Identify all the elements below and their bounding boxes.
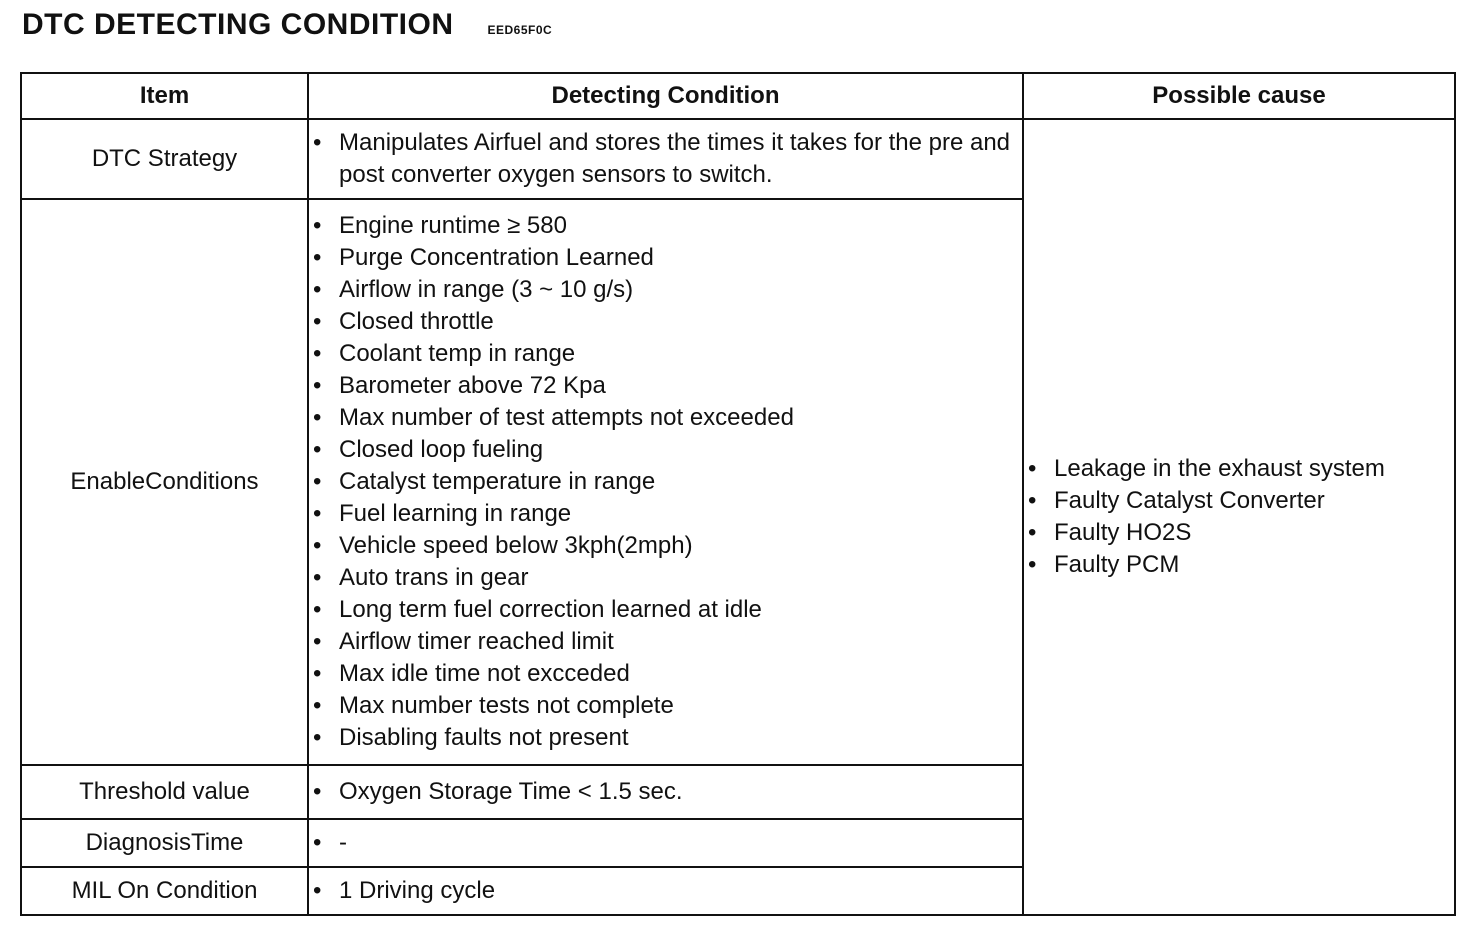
- condition-list: [309, 776, 1022, 808]
- column-header-possible-cause: Possible cause: [1023, 73, 1455, 119]
- list-item-text: Auto trans in gear: [339, 564, 529, 591]
- possible-cause-list: [1024, 453, 1454, 581]
- list-item: [1024, 517, 1454, 549]
- bullet-icon: •: [1028, 551, 1037, 578]
- bullet-icon: •: [313, 660, 322, 687]
- bullet-icon: •: [313, 628, 322, 655]
- list-item: [309, 274, 1022, 306]
- bullet-icon: •: [313, 829, 322, 856]
- row-item-label: Threshold value: [21, 765, 308, 819]
- list-item-text: Vehicle speed below 3kph(2mph): [339, 532, 693, 559]
- list-item: [309, 658, 1022, 690]
- list-item: [309, 827, 1022, 859]
- list-item-text: Faulty Catalyst Converter: [1054, 487, 1325, 514]
- bullet-icon: •: [313, 778, 322, 805]
- list-item: [309, 776, 1022, 808]
- column-header-detecting-condition: Detecting Condition: [308, 73, 1023, 119]
- bullet-icon: •: [313, 404, 322, 431]
- list-item: [309, 498, 1022, 530]
- list-item-text: Catalyst temperature in range: [339, 468, 656, 495]
- list-item: [309, 210, 1022, 242]
- list-item-text: Max number tests not complete: [339, 692, 674, 719]
- row-item-label: EnableConditions: [21, 199, 308, 765]
- bullet-icon: •: [313, 129, 322, 156]
- bullet-icon: •: [1028, 487, 1037, 514]
- condition-list: [309, 875, 1022, 907]
- bullet-icon: •: [313, 276, 322, 303]
- list-item: [309, 722, 1022, 754]
- list-item-text: 1 Driving cycle: [339, 877, 496, 904]
- column-header-item: Item: [21, 73, 308, 119]
- condition-cell: [308, 819, 1023, 867]
- row-item-label: DTC Strategy: [21, 119, 308, 199]
- list-item: [309, 530, 1022, 562]
- list-item-text: Leakage in the exhaust system: [1054, 455, 1385, 482]
- bullet-icon: •: [313, 500, 322, 527]
- bullet-icon: •: [1028, 519, 1037, 546]
- condition-list: [309, 210, 1022, 754]
- page-title: DTC DETECTING CONDITION: [22, 8, 454, 41]
- list-item-text: Faulty PCM: [1054, 551, 1180, 578]
- bullet-icon: •: [313, 340, 322, 367]
- condition-list: [309, 127, 1022, 191]
- list-item-text: Closed throttle: [339, 308, 494, 335]
- list-item: [1024, 549, 1454, 581]
- list-item-text: Closed loop fueling: [339, 436, 544, 463]
- list-item-text: Long term fuel correction learned at idle: [339, 596, 762, 623]
- table-header-row: [21, 73, 1455, 119]
- document-code: EED65F0C: [487, 23, 553, 37]
- list-item: [309, 306, 1022, 338]
- list-item-text: Fuel learning in range: [339, 500, 572, 527]
- list-item: [309, 402, 1022, 434]
- condition-cell: [308, 765, 1023, 819]
- list-item: [309, 690, 1022, 722]
- bullet-icon: •: [313, 877, 322, 904]
- list-item-text: Purge Concentration Learned: [339, 244, 654, 271]
- bullet-icon: •: [313, 436, 322, 463]
- list-item-text: Faulty HO2S: [1054, 519, 1192, 546]
- list-item-text: Coolant temp in range: [339, 340, 576, 367]
- list-item-text: Manipulates Airfuel and stores the times it takes for the pre and post converter oxygen sensors to switch.: [339, 129, 1011, 188]
- list-item: [309, 242, 1022, 274]
- list-item: [309, 338, 1022, 370]
- condition-list: [309, 827, 1022, 859]
- condition-cell: [308, 867, 1023, 915]
- condition-cell: [308, 119, 1023, 199]
- page-header: [22, 8, 552, 52]
- bullet-icon: •: [313, 724, 322, 751]
- list-item: [309, 127, 1022, 191]
- list-item-text: Engine runtime ≥ 580: [339, 212, 567, 239]
- list-item-text: Barometer above 72 Kpa: [339, 372, 606, 399]
- list-item-text: Disabling faults not present: [339, 724, 629, 751]
- list-item: [309, 562, 1022, 594]
- possible-cause-cell: [1023, 119, 1455, 915]
- list-item: [309, 626, 1022, 658]
- list-item: [309, 594, 1022, 626]
- list-item: [309, 875, 1022, 907]
- list-item-text: Oxygen Storage Time < 1.5 sec.: [339, 778, 683, 805]
- bullet-icon: •: [313, 692, 322, 719]
- list-item: [309, 434, 1022, 466]
- list-item-text: -: [339, 829, 347, 856]
- condition-cell: [308, 199, 1023, 765]
- list-item: [1024, 453, 1454, 485]
- bullet-icon: •: [313, 596, 322, 623]
- bullet-icon: •: [313, 212, 322, 239]
- row-item-label: MIL On Condition: [21, 867, 308, 915]
- bullet-icon: •: [313, 308, 322, 335]
- list-item-text: Max number of test attempts not exceeded: [339, 404, 794, 431]
- bullet-icon: •: [313, 532, 322, 559]
- list-item-text: Max idle time not excceded: [339, 660, 630, 687]
- list-item: [1024, 485, 1454, 517]
- list-item: [309, 370, 1022, 402]
- dtc-condition-table: [20, 72, 1456, 916]
- bullet-icon: •: [313, 564, 322, 591]
- row-item-label: DiagnosisTime: [21, 819, 308, 867]
- list-item-text: Airflow in range (3 ~ 10 g/s): [339, 276, 634, 303]
- bullet-icon: •: [313, 372, 322, 399]
- bullet-icon: •: [313, 244, 322, 271]
- list-item: [309, 466, 1022, 498]
- table-row: [21, 119, 1455, 199]
- list-item-text: Airflow timer reached limit: [339, 628, 614, 655]
- bullet-icon: •: [313, 468, 322, 495]
- bullet-icon: •: [1028, 455, 1037, 482]
